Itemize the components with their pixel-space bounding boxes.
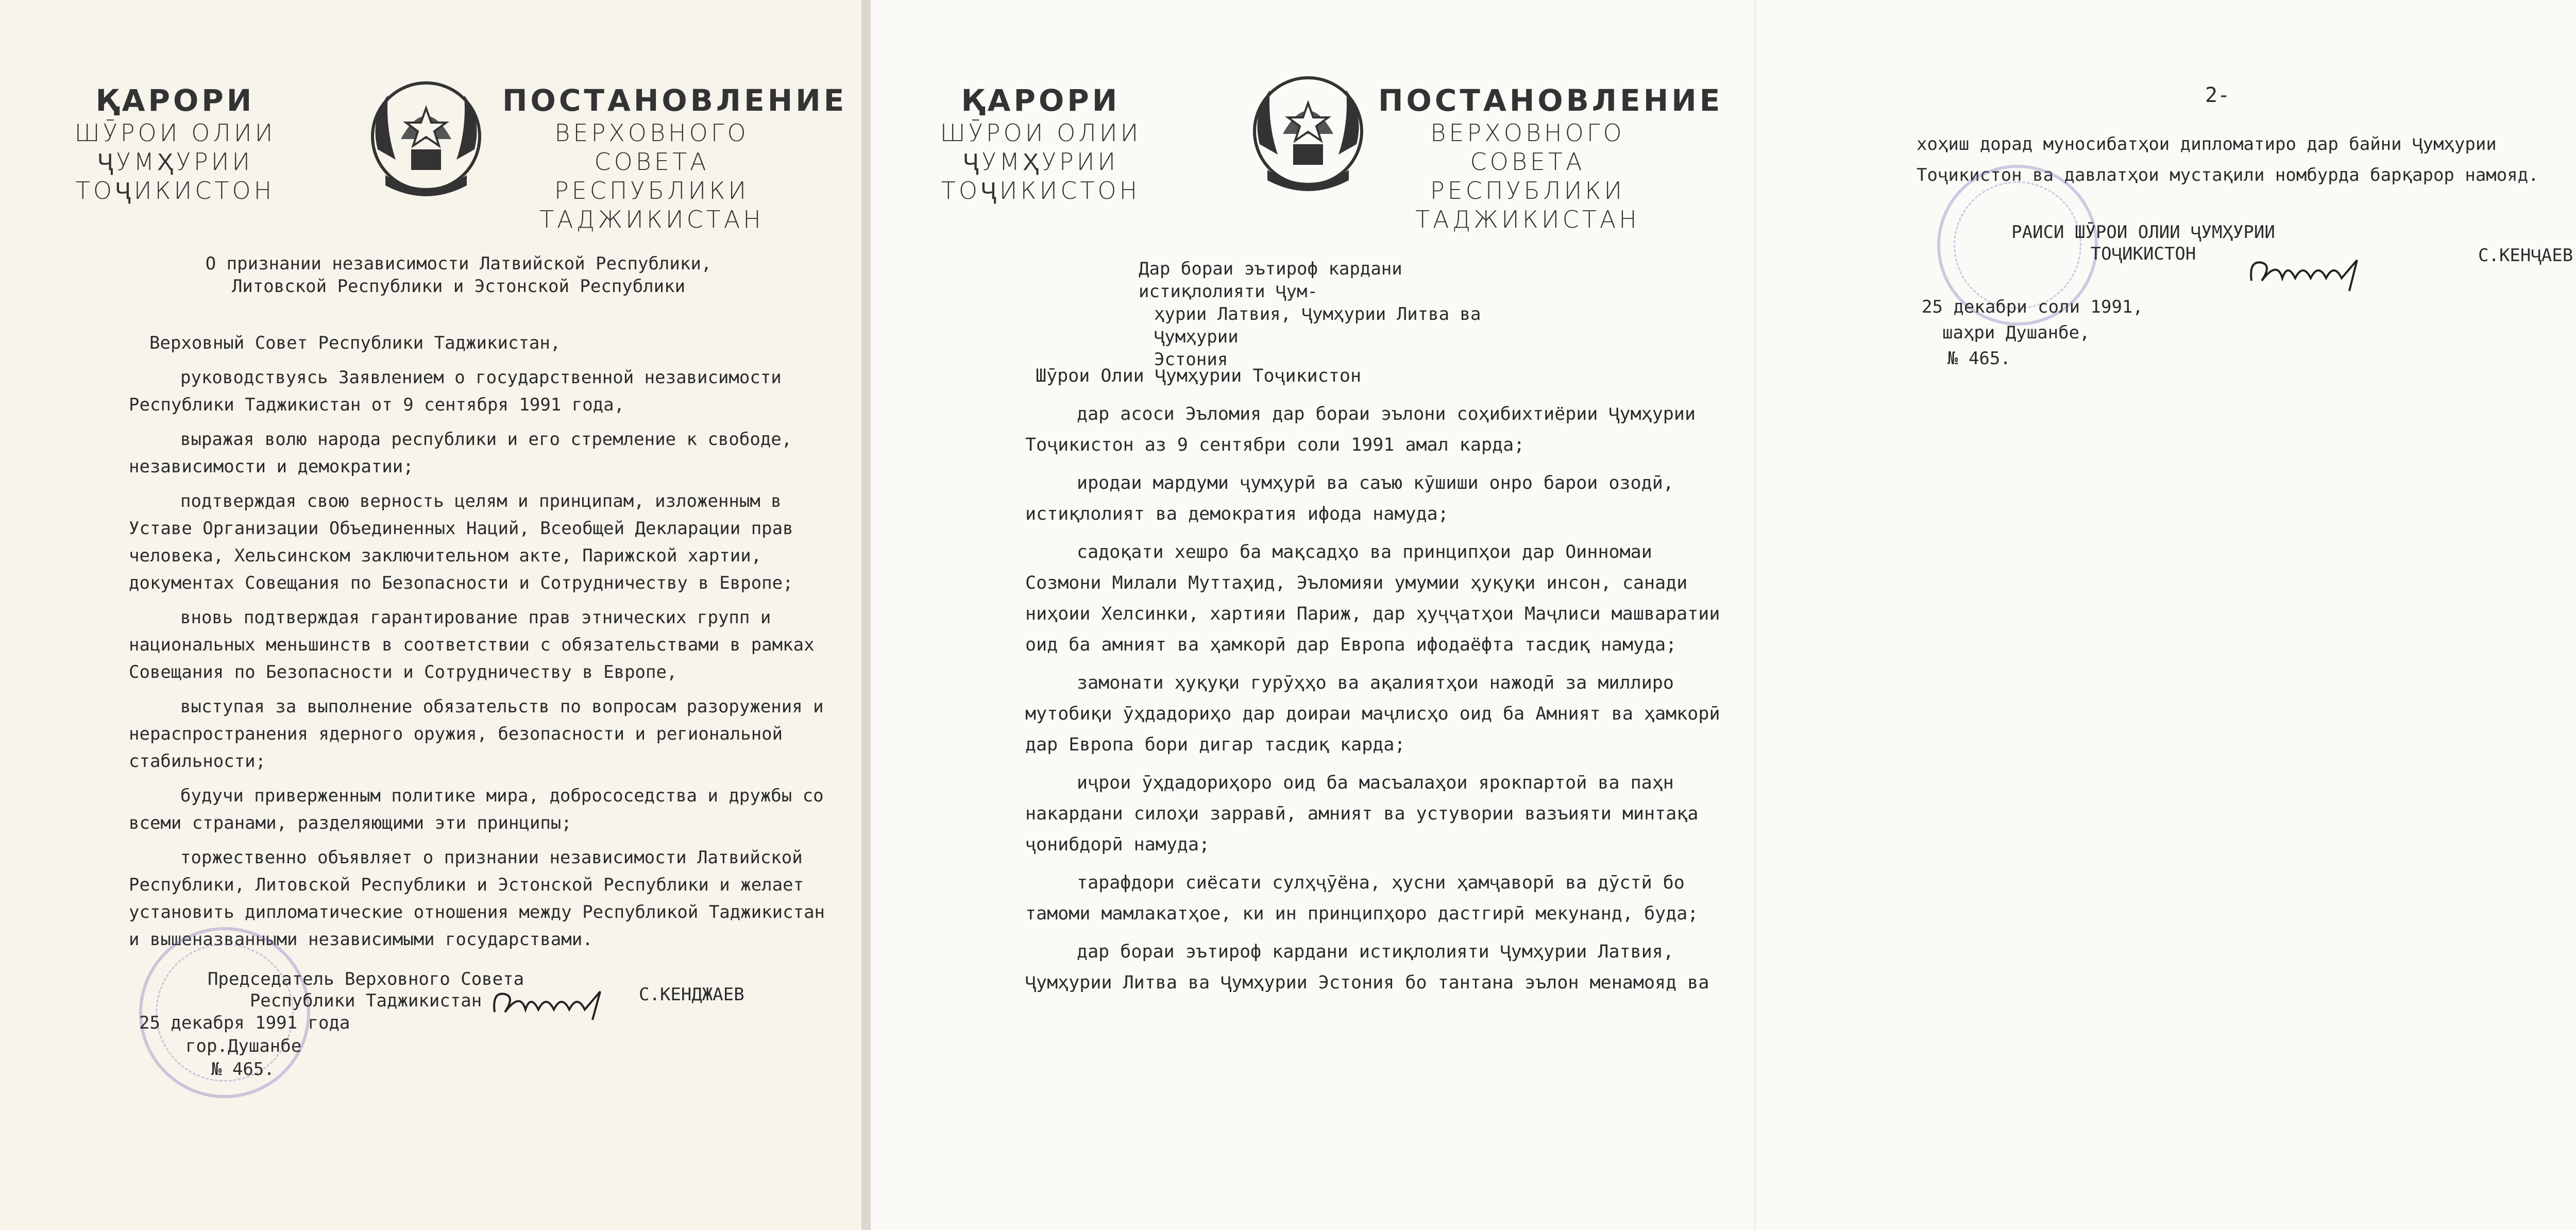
paragraph: дар асоси Эъломия дар бораи эълони соҳибихтиёрии Ҷумҳурии Тоҷикистон аз 9 сентябри соли 1991 амал карда; — [1025, 404, 1696, 455]
doc-title-line: О признании независимости Латвийской Республики, — [205, 253, 712, 274]
paragraph: вновь подтверждая гарантирование прав этнических групп и национальных меньшинств в соответствии с обязательствами в рамках Совещания по Безопасности и Сотрудничеству в Европе, — [129, 607, 815, 682]
doc-title-line: Литовской Республики и Эстонской Республики — [231, 276, 686, 297]
header-right-line: ВЕРХОВНОГО СОВЕТА — [1430, 119, 1625, 176]
doc-title-line: Дар бораи эътироф кардани истиқлолияти Ҷум- — [1139, 259, 1402, 302]
header-left-line: ҶУМҲУРИИ — [97, 148, 253, 176]
doc-number: № 465. — [1947, 348, 2011, 369]
doc-title-line: ҳурии Латвия, Ҷумҳурии Литва ва Ҷумҳурии — [1154, 304, 1481, 347]
paragraph: руководствуясь Заявлением о государственной независимости Республики Таджикистан от 9 сентября 1991 года, — [129, 367, 782, 415]
doc-title-line: Эстония — [1154, 349, 1228, 370]
header-left-title: ҚАРОРИ — [961, 83, 1121, 118]
doc-place: гор.Душанбе — [185, 1036, 302, 1056]
emblem-icon — [365, 72, 487, 207]
paragraph: замонати ҳуқуқи гурӯҳҳо ва ақалиятҳои нажодӣ за миллиро мутобиқи ӯҳдадориҳо дар доираи маҷлисҳо оид ба Амният ва ҳамкорӣ дар Европа бори дигар тасдиқ карда; — [1025, 673, 1720, 755]
signer-role-line: РАИСИ ШӮРОИ ОЛИИ ҶУМҲУРИИ — [2011, 222, 2275, 243]
header-right-title: ПОСТАНОВЛЕНИЕ — [502, 83, 848, 118]
emblem-icon — [1247, 67, 1369, 202]
header-left — [938, 82, 1144, 205]
signer-role-line: ТОҶИКИСТОН — [2090, 244, 2196, 264]
header-left-line: ҶУМҲУРИИ — [962, 148, 1119, 176]
paragraph: торжественно объявляет о признании независимости Латвийской Республики, Литовской Республики и Эстонской Республики и желает установить дипломатические отношения между Республикой Таджикистан и вышеназванными независимыми государствами. — [129, 847, 825, 950]
header-right — [1378, 82, 1723, 234]
page-number: 2- — [2205, 83, 2230, 107]
page-russian — [0, 0, 861, 1230]
header-right-line: ТАДЖИКИСТАН — [539, 206, 764, 233]
header-right-title: ПОСТАНОВЛЕНИЕ — [1378, 83, 1723, 118]
paragraph: выражая волю народа республики и его стремление к свободе, независимости и демократии; — [129, 429, 792, 477]
signer-role-line: Председатель Верховного Совета — [207, 969, 524, 989]
doc-date: 25 декабря 1991 года — [139, 1013, 350, 1033]
paragraph: подтверждая свою верность целям и принципам, изложенным в Уставе Организации Объединенных Наций, Всеобщей Декларации прав человека, Хельсинском заключительном акте, Парижской хартии, документах Совещания по Безопасности и Сотрудничеству в Европе; — [129, 491, 793, 593]
paragraph: будучи приверженным политике мира, добрососедства и дружбы со всеми странами, разделяющими эти принципы; — [129, 785, 824, 833]
header-right-line: РЕСПУБЛИКИ — [1430, 177, 1625, 204]
page-tajik — [871, 0, 1757, 1230]
signature-icon — [489, 981, 618, 1028]
header-left-line: ТОҶИКИСТОН — [941, 177, 1141, 204]
doc-number: № 465. — [211, 1059, 275, 1080]
paragraph: Шӯрои Олии Ҷумҳурии Тоҷикистон — [1036, 366, 1362, 386]
header-right — [502, 82, 848, 234]
doc-body — [1025, 361, 1736, 1005]
doc-title — [155, 252, 762, 298]
signer-role-line: Республики Таджикистан — [249, 990, 482, 1011]
paragraph: садоқати хешро ба мақсадҳо ва принципҳои дар Оинномаи Созмони Милали Муттаҳид, Эъломияи умумии ҳуқуқи инсон, санади ниҳоии Хелсинки, хартияи Париж, дар ҳуҷҷатҳои Маҷлиси машваратии оид ба амният ва ҳамкорӣ дар Европа ифодаёфта тасдиқ намуда; — [1025, 542, 1720, 655]
signature-icon — [2246, 247, 2375, 299]
header-left-line: ШӮРОИ ОЛИИ — [940, 119, 1142, 147]
header-left-line: ТОҶИКИСТОН — [75, 177, 275, 204]
page-fold — [1754, 0, 1756, 1230]
paragraph: выступая за выполнение обязательств по вопросам разоружения и нераспространения ядерного оружия, безопасности и региональной стабильности; — [129, 696, 824, 772]
continuation-line: Тоҷикистон ва давлатҳои мустақили номбурда барқарор намояд. — [1917, 165, 2539, 185]
signer-name: С.КЕНҶАЕВ — [2478, 245, 2573, 266]
header-left-line: ШӮРОИ ОЛИИ — [74, 119, 276, 147]
doc-place: шаҳри Душанбе, — [1942, 322, 2090, 343]
paragraph: Верховный Совет Республики Таджикистан, — [149, 333, 561, 353]
doc-body — [129, 330, 845, 961]
paragraph: иҷрои ӯҳдадориҳоро оид ба масъалаҳои ярокпартоӣ ва паҳн накардани силоҳи зарравӣ, амният ва устувории вазъияти минтақа ҷонибдорӣ намуда; — [1025, 773, 1699, 855]
continuation-line: хоҳиш дорад муносибатҳои дипломатиро дар байни Ҷумҳурии — [1917, 134, 2497, 155]
header-right-line: ВЕРХОВНОГО СОВЕТА — [554, 119, 749, 176]
paragraph: тарафдори сиёсати сулҳҷӯёна, ҳусни ҳамҷаворӣ ва дӯстӣ бо тамоми мамлакатҳое, ки ин принципҳоро дастгирӣ мекунанд, буда; — [1025, 873, 1699, 924]
doc-date: 25 декабри соли 1991, — [1922, 297, 2143, 317]
header-right-line: РЕСПУБЛИКИ — [554, 177, 750, 204]
paragraph: дар бораи эътироф кардани истиқлолияти Ҷумҳурии Латвия, Ҷумҳурии Литва ва Ҷумҳурии Эстония бо тантана эълон менамояд ва — [1025, 942, 1709, 993]
header-left — [72, 82, 278, 205]
paragraph: иродаи мардуми ҷумҳурӣ ва саъю кӯшиши онро барои озодӣ, истиқлолият ва демократия ифода намуда; — [1025, 473, 1674, 524]
doc-title — [1139, 258, 1510, 371]
page-tajik-continuation — [1757, 0, 2576, 1230]
signer-name: С.КЕНДЖАЕВ — [639, 984, 744, 1005]
header-right-line: ТАДЖИКИСТАН — [1415, 206, 1640, 233]
header-left-title: ҚАРОРИ — [95, 83, 255, 118]
